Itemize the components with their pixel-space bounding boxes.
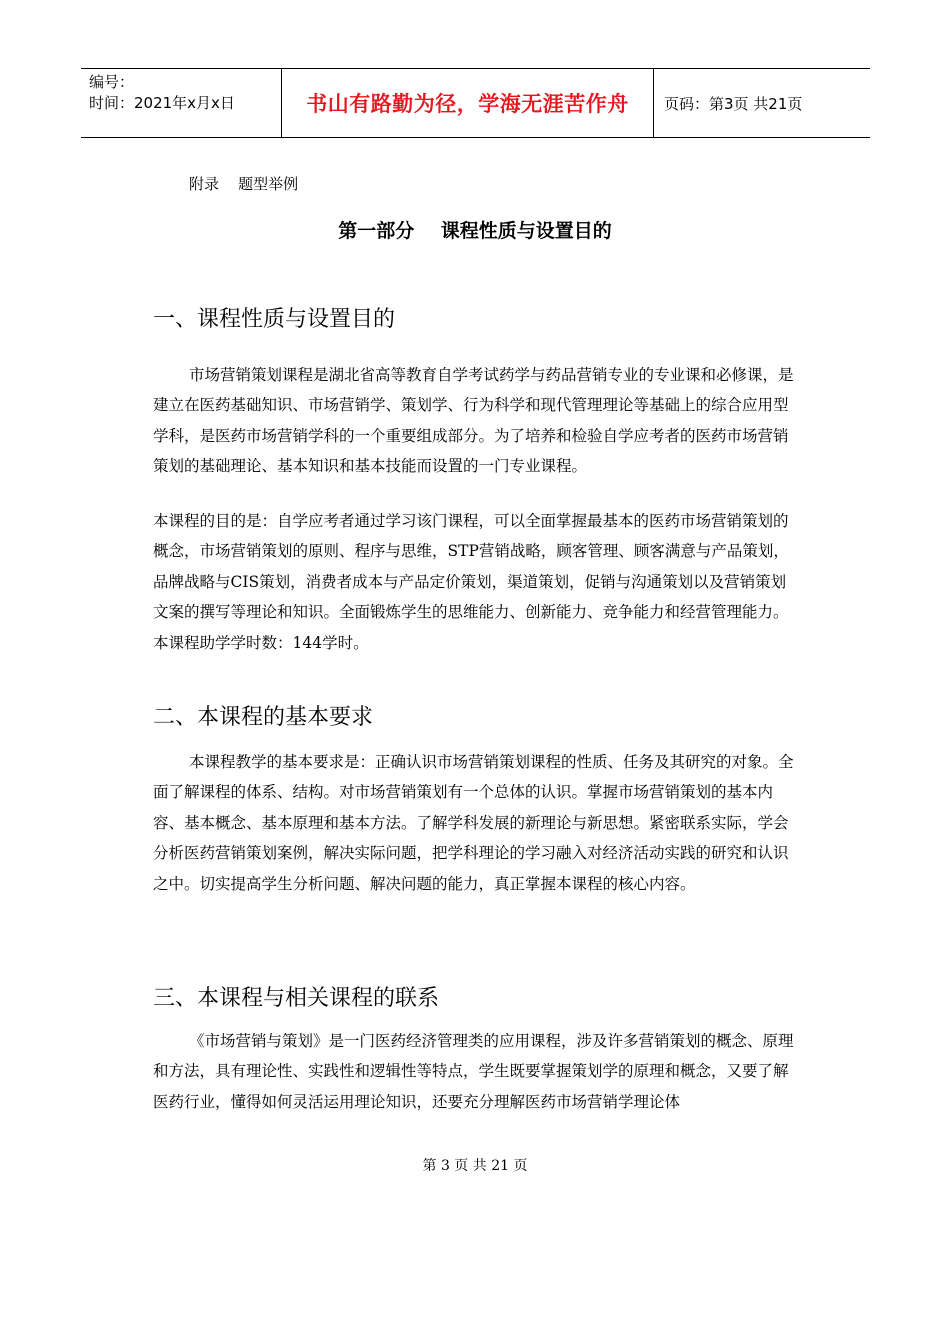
section-3-paragraph-1: 《市场营销与策划》是一门医药经济管理类的应用课程，涉及许多营销策划的概念、原理和方法，具有理论性、实践性和逻辑性等特点，学生既要掌握策划学的原理和概念，又要了解医药行业，懂得如何灵活运用理论知识，还要充分理解医药市场营销学理论体 (153, 1032, 794, 1111)
section-2-paragraph-1: 本课程教学的基本要求是：正确认识市场营销策划课程的性质、任务及其研究的对象。全面了解课程的体系、结构。对市场营销策划有一个总体的认识。掌握市场营销策划的基本内容、基本概念、基本原理和基本方法。了解学科发展的新理论与新思想。紧密联系实际，学会分析医药营销策划案例，解决实际问题，把学科理论的学习融入对经济活动实践的研究和认识之中。切实提高学生分析问题、解决问题的能力，真正掌握本课程的核心内容。 (153, 753, 794, 893)
header-meta (81, 69, 282, 137)
appendix-line: 附录 题型举例 (189, 175, 299, 193)
section-heading-3: 三、本课程与相关课程的联系 (153, 986, 440, 1011)
section-1-paragraph-2: 本课程的目的是：自学应考者通过学习该门课程，可以全面掌握最基本的医药市场营销策划的概念，市场营销策划的原则、程序与思维，STP营销战略，顾客管理、顾客满意与产品策划，品牌战略与CIS策划，消费者成本与产品定价策划，渠道策划，促销与沟通策划以及营销策划文案的撰写等理论和知识。全面锻炼学生的思维能力、创新能力、竞争能力和经营管理能力。本课程助学学时数：144学时。 (153, 512, 789, 652)
document-number-label: 编号： (89, 73, 135, 91)
part-title: 第一部分 课程性质与设置目的 (338, 220, 612, 242)
page-footer: 第 3 页 共 21 页 (422, 1158, 528, 1174)
document-time-label: 时间：2021年x月x日 (89, 94, 235, 112)
section-1-paragraph-1: 市场营销策划课程是湖北省高等教育自学考试药学与药品营销专业的专业课和必修课，是建立在医药基础知识、市场营销学、策划学、行为科学和现代管理理论等基础上的综合应用型学科，是医药市场营销学科的一个重要组成部分。为了培养和检验自学应考者的医药市场营销策划的基础理论、基本知识和基本技能而设置的一门专业课程。 (153, 366, 794, 476)
section-heading-2: 二、本课程的基本要求 (153, 705, 374, 730)
header-page-code: 页码：第3页 共21页 (664, 94, 803, 113)
header-motto: 书山有路勤为径，学海无涯苦作舟 (282, 69, 654, 137)
page-header (81, 68, 870, 138)
section-heading-1: 一、课程性质与设置目的 (153, 307, 396, 332)
